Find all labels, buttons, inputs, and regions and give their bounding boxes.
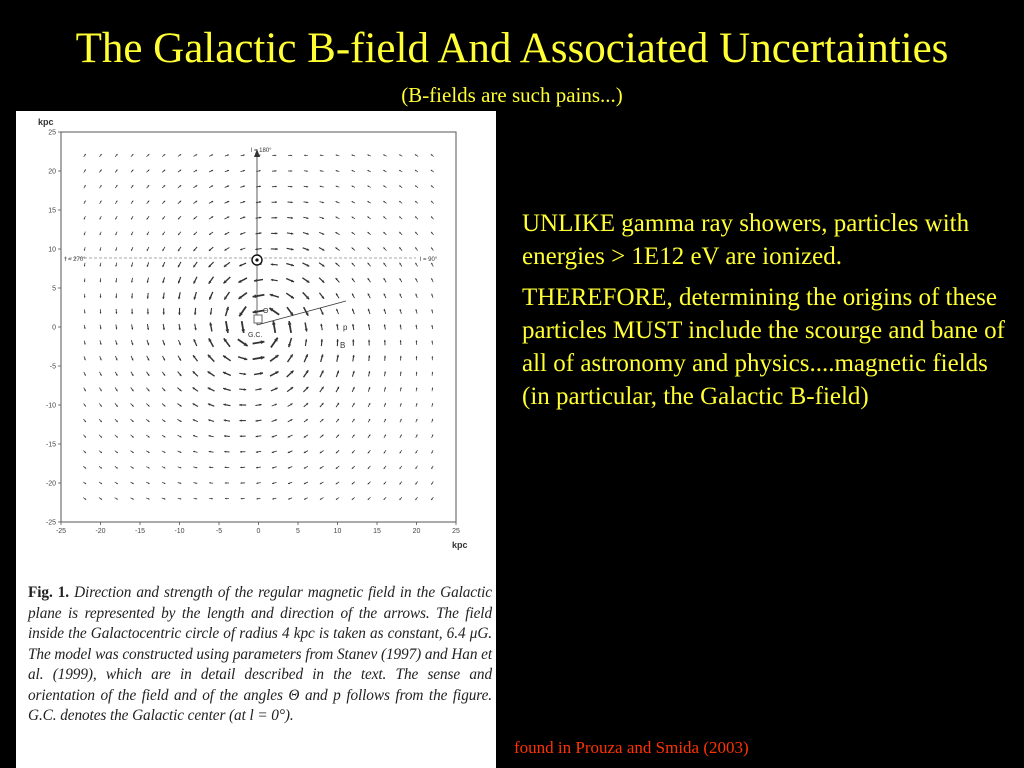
field-arrowhead [240,419,242,421]
gc-to-point-line [257,301,346,325]
x-tick-label: 10 [333,528,342,535]
field-arrowhead [352,339,354,341]
slide-title: The Galactic B-field And Associated Uncertainties [75,25,949,72]
field-arrowhead [240,451,242,453]
caption-body: Direction and strength of the regular magnetic field in the Galactic plane is represented by the length and direction of the arrows. The field inside the Galactocentric circle of radius 4 kpc is taken as constant, 6.4 μG. The model was constructed using parameters from Stanev (1997) and Han et al. (1999), which are in detail described in the text. The sense and orientation of the field and of the angles Θ and p follows from the figure. G.C. denotes the Galactic center (at l = 0°). [28,584,492,724]
field-arrowhead [368,340,370,342]
x-tick-label: -10 [174,528,185,535]
field-arrowhead [209,482,211,484]
y-tick-label: -20 [45,480,56,488]
x-tick-label: -5 [215,528,223,535]
magnetic-field-plot [16,111,496,581]
field-arrowhead [240,467,242,469]
field-arrowhead [432,372,434,374]
field-arrowhead [336,339,339,341]
x-axis-label: kpc [452,540,468,550]
y-tick-label: -10 [45,402,56,410]
field-arrowhead [321,339,324,341]
field-arrowhead [416,372,418,374]
field-arrowhead [241,498,243,500]
field-arrowhead [84,296,86,298]
field-arrowhead [178,313,181,315]
field-arrowhead [271,263,273,266]
y-tick-label: 25 [48,129,56,137]
field-arrowhead [225,466,227,468]
figure-caption [28,583,492,727]
field-arrowhead [275,217,277,219]
label-l270: l = 270° [65,257,86,263]
field-arrowhead [275,155,277,157]
label-p: p [343,323,348,332]
y-tick-label: 10 [48,246,56,254]
field-arrowhead [225,482,227,484]
field-arrowhead [147,297,149,299]
plot-frame [61,132,456,522]
y-tick-label: 5 [52,285,56,293]
field-arrowhead [384,340,386,342]
field-arrowhead [225,498,227,500]
field-arrowhead [240,435,242,437]
citation: found in Prouza and Smida (2003) [514,738,749,757]
y-axis-label: kpc [38,117,54,127]
field-arrowhead [431,341,433,343]
y-tick-label: 20 [48,168,56,176]
field-arrowhead [100,296,102,298]
field-arrowhead [368,355,370,357]
field-arrowhead [211,498,213,500]
field-arrowhead [224,435,226,437]
x-tick-label: 0 [256,528,261,535]
field-arrowhead [275,186,277,188]
field-arrowhead [147,312,149,314]
field-arrowhead [291,201,293,203]
y-tick-label: -15 [45,441,56,449]
field-arrowhead [291,217,293,219]
x-tick-label: -20 [95,528,106,535]
field-arrowhead [276,248,278,251]
field-arrowhead [131,312,133,314]
field-arrowhead [100,281,102,283]
label-gc: G.C. [248,332,263,339]
field-arrowhead [115,312,117,314]
label-l90: l = 90° [420,257,438,263]
field-arrowhead [384,356,386,358]
y-tick-label: 0 [52,324,56,332]
field-arrowhead [239,404,241,407]
figure-panel [16,111,496,768]
x-tick-label: 5 [296,528,300,535]
field-arrowhead [224,451,226,453]
sun-marker-dot [255,258,258,261]
field-arrowhead [84,312,86,314]
field-arrowhead [400,356,402,358]
field-arrowhead [131,297,133,299]
label-l180: l = 180° [251,148,272,154]
slide-body [522,207,1012,421]
galactic-center-box [254,315,262,323]
field-arrowhead [194,313,197,315]
paragraph-2: THEREFORE, determining the origins of these particles MUST include the scourge and bane of all of astronomy and physics....magnetic fields (in particular, the Galactic B-field) [522,284,1005,410]
field-arrowhead [416,356,418,358]
caption-head: Fig. 1. [28,584,70,601]
field-arrowhead [163,313,165,315]
x-tick-label: 15 [373,528,381,535]
y-tick-label: -5 [49,363,56,371]
label-b: B [340,341,346,350]
x-tick-label: 20 [412,528,421,535]
y-tick-label: -25 [45,519,56,527]
field-arrowhead [291,170,293,172]
field-arrowhead [291,155,293,157]
label-theta: Θ [263,308,269,315]
x-tick-label: 25 [452,528,460,535]
field-arrows [83,154,434,500]
figure-annotations [64,148,438,350]
y-tick-label: 15 [48,207,56,215]
field-arrowhead [291,186,293,188]
paragraph-1: UNLIKE gamma ray showers, particles with energies > 1E12 eV are ionized. [522,210,970,270]
field-arrowhead [115,296,117,298]
slide-subtitle: (B-fields are such pains...) [401,83,623,107]
field-arrowhead [244,388,246,391]
field-arrowhead [306,170,308,172]
field-arrowhead [275,201,277,203]
field-arrowhead [275,232,277,234]
field-arrowhead [304,155,306,157]
x-tick-label: -15 [134,528,146,535]
field-arrowhead [84,281,86,283]
field-arrowhead [400,340,402,342]
field-arrowhead [432,356,434,358]
x-tick-label: -25 [55,528,67,535]
